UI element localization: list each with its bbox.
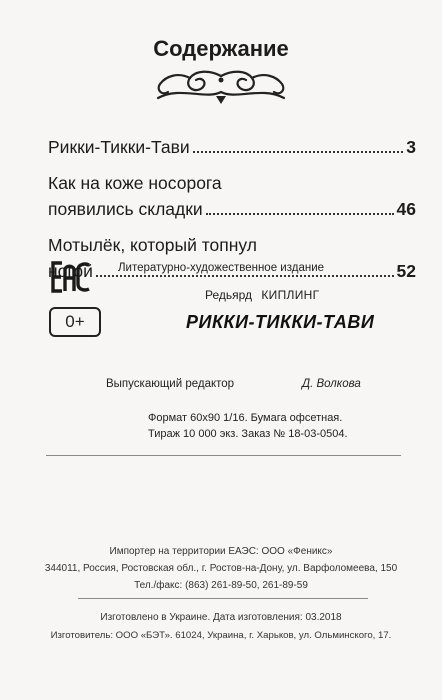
toc-entry-title: Рикки-Тикки-Тави bbox=[48, 137, 190, 157]
separator-line bbox=[46, 455, 401, 456]
editor-label: Выпускающий редактор bbox=[106, 378, 235, 390]
toc-entry[interactable] bbox=[48, 170, 416, 222]
toc-entry[interactable] bbox=[48, 134, 416, 160]
print-run-line: Тираж 10 000 экз. Заказ № 18-03-0504. bbox=[148, 428, 348, 440]
made-in-line: Изготовлено в Украине. Дата изготовления: 03.2018 bbox=[100, 612, 342, 623]
manufacturer-line: Изготовитель: ООО «БЭТ». 61024, Украина, г. Харьков, ул. Ольминского, 17. bbox=[50, 630, 392, 641]
edition-type: Литературно-художественное издание bbox=[118, 262, 325, 274]
toc-entry-title-line: ногой bbox=[48, 261, 93, 281]
author-first-name: Редьярд bbox=[205, 288, 253, 302]
author-last-name: КИПЛИНГ bbox=[261, 288, 320, 302]
phone-line: Тел./факс: (863) 261-89-50, 261-89-59 bbox=[134, 580, 308, 591]
eac-mark-icon bbox=[50, 260, 92, 294]
toc-entry-page: 52 bbox=[396, 261, 416, 281]
toc-entry-title-line: Мотылёк, который топнул bbox=[48, 235, 258, 255]
address-line: 344011, Россия, Ростовская обл., г. Ростов-на-Дону, ул. Варфоломеева, 150 bbox=[44, 563, 398, 574]
book-title: РИККИ-ТИККИ-ТАВИ bbox=[186, 312, 375, 332]
format-line: Формат 60х90 1/16. Бумага офсетная. bbox=[148, 412, 343, 424]
importer-line: Импортер на территории ЕАЭС: ООО «Феникс» bbox=[109, 546, 333, 557]
toc-entry-title-line: Как на коже носорога bbox=[48, 173, 222, 193]
author-line bbox=[205, 288, 319, 302]
toc-leader-dots bbox=[96, 275, 394, 277]
toc-entry-page: 46 bbox=[396, 199, 416, 219]
toc-leader-dots bbox=[193, 151, 404, 153]
toc-entry[interactable] bbox=[48, 232, 416, 284]
ornament-divider-icon bbox=[150, 68, 292, 106]
age-rating-badge: 0+ bbox=[49, 307, 101, 337]
toc-entry-title-line: появились складки bbox=[48, 199, 203, 219]
toc-leader-dots bbox=[206, 213, 394, 215]
separator-line bbox=[78, 598, 368, 599]
editor-name: Д. Волкова bbox=[302, 378, 361, 390]
toc-entry-page: 3 bbox=[406, 137, 416, 157]
toc-heading: Содержание bbox=[153, 36, 289, 61]
